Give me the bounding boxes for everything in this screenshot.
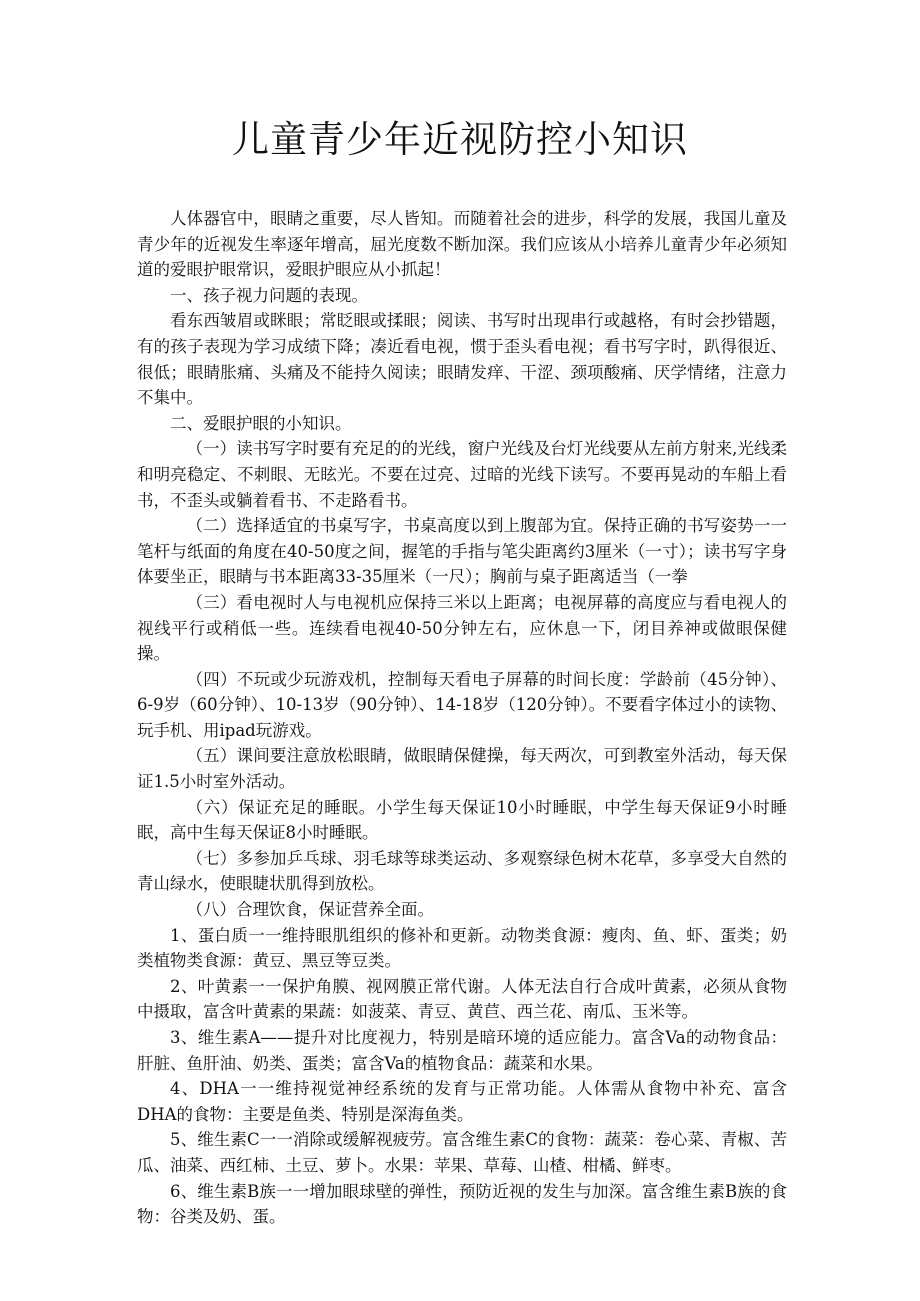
nutrient-paragraph: 2、叶黄素一一保护角膜、视网膜正常代谢。人体无法自行合成叶黄素，必须从食物中摄取，富含叶黄素的果蔬：如菠菜、青豆、黄苣、西兰花、南瓜、玉米等。	[137, 976, 787, 1022]
section-heading: 一、孩子视力问题的表现。	[170, 285, 368, 305]
tip-paragraph: （八）合理饮食，保证营养全面。	[186, 900, 434, 920]
nutrient-paragraph: 4、DHA一一维持视觉神经系统的发育与正常功能。人体需从食物中补充、富含DHA的食物：主要是鱼类、特别是深海鱼类。	[137, 1079, 787, 1124]
tip-paragraph: （二）选择适宜的书桌写字，书桌高度以到上腹部为宜。保持正确的书写姿势一一笔杆与纸面的角度在40-50度之间，握笔的手指与笔尖距离约3厘米（一寸）；读书写字身体要坐正，眼睛与书本距离33-35厘米（一尺）；胸前与桌子距离适当（一拳	[137, 516, 787, 587]
tip-paragraph: （四）不玩或少玩游戏机，控制每天看电子屏幕的时间长度：学龄前（45分钟）、6-9岁（60分钟）、10-13岁（90分钟）、14-18岁（120分钟）。不要看字体过小的读物、玩手机、用ipad玩游戏。	[137, 669, 787, 740]
tip-paragraph: （一）读书写字时要有充足的的光线，窗户光线及台灯光线要从左前方射来,光线柔和明亮稳定、不刺眼、无眩光。不要在过亮、过暗的光线下读写。不要再晃动的车船上看书，不歪头或躺着看书、不走路看书。	[137, 439, 787, 510]
section-heading: 二、爱眼护眼的小知识。	[170, 413, 352, 433]
document-body	[137, 206, 787, 1230]
tip-paragraph: （三）看电视时人与电视机应保持三米以上距离；电视屏幕的高度应与看电视人的视线平行或稍低一些。连续看电视40-50分钟左右，应休息一下，闭目养神或做眼保健操。	[137, 592, 787, 664]
nutrient-paragraph: 5、维生素C一一消除或缓解视疲劳。富含维生素C的食物：蔬菜：卷心菜、青椒、苦瓜、油菜、西红柿、土豆、萝卜。水果：苹果、草莓、山楂、柑橘、鲜枣。	[137, 1130, 787, 1175]
nutrient-paragraph: 1、蛋白质一一维持眼肌组织的修补和更新。动物类食源：瘦肉、鱼、虾、蛋类；奶类植物类食源：黄豆、黑豆等豆类。	[137, 925, 787, 971]
tip-paragraph: （七）多参加乒乓球、羽毛球等球类运动、多观察绿色树木花草，多享受大自然的青山绿水，使眼睫状肌得到放松。	[137, 848, 787, 894]
body-paragraph: 看东西皱眉或眯眼；常眨眼或揉眼；阅读、书写时出现串行或越格，有时会抄错题，有的孩子表现为学习成绩下降；凑近看电视，惯于歪头看电视；看书写字时，趴得很近、很低；眼睛胀痛、头痛及不能持久阅读；眼睛发痒、干涩、颈项酸痛、厌学情绪，注意力不集中。	[137, 311, 787, 408]
tip-paragraph: （六）保证充足的睡眠。小学生每天保证10小时睡眠，中学生每天保证9小时睡眠，高中生每天保证8小时睡眠。	[137, 797, 787, 843]
nutrient-paragraph: 3、维生素A——提升对比度视力，特别是暗环境的适应能力。富含Va的动物食品：肝脏、鱼肝油、奶类、蛋类；富含Va的植物食品：蔬菜和水果。	[137, 1028, 787, 1073]
document-title: 儿童青少年近视防控小知识	[232, 118, 688, 161]
intro-paragraph: 人体器官中，眼睛之重要，尽人皆知。而随着社会的进步，科学的发展，我国儿童及青少年的近视发生率逐年增高，屈光度数不断加深。我们应该从小培养儿童青少年必须知道的爱眼护眼常识，爱眼护眼应从小抓起！	[137, 209, 787, 280]
nutrient-paragraph: 6、维生素B族一一增加眼球壁的弹性，预防近视的发生与加深。富含维生素B族的食物：谷类及奶、蛋。	[137, 1181, 787, 1227]
tip-paragraph: （五）课间要注意放松眼睛，做眼睛保健操，每天两次，可到教室外活动，每天保证1.5小时室外活动。	[137, 746, 787, 792]
